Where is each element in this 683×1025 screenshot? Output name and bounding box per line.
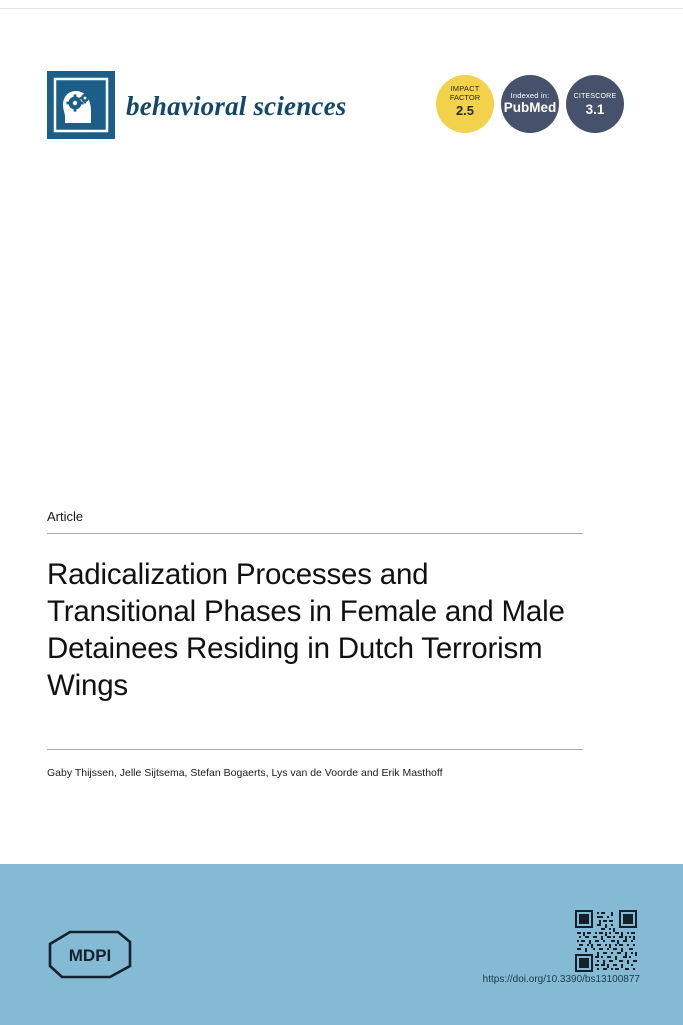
pubmed-label: Indexed in: xyxy=(510,91,550,100)
metric-badges xyxy=(436,75,636,145)
pubmed-value: PubMed xyxy=(503,100,557,115)
page-sheet xyxy=(0,8,683,1016)
impact-factor-line2: FACTOR xyxy=(449,93,481,102)
svg-text:MDPI: MDPI xyxy=(68,946,112,965)
mdpi-logo xyxy=(46,928,134,980)
impact-factor-line1: IMPACT xyxy=(450,84,480,93)
pubmed-badge xyxy=(501,75,559,133)
citescore-value: 3.1 xyxy=(585,102,605,117)
author-list: Gaby Thijssen, Jelle Sijtsema, Stefan Bogaerts, Lys van de Voorde and Erik Masthoff xyxy=(47,767,443,779)
impact-factor-value: 2.5 xyxy=(455,103,475,118)
title-divider-top xyxy=(47,533,583,534)
citescore-label: CITESCORE xyxy=(573,93,617,100)
head-with-gears-icon xyxy=(47,71,115,139)
journal-name: behavioral sciences xyxy=(126,91,347,121)
cover-footer xyxy=(0,864,683,1025)
article-type-label: Article xyxy=(47,509,84,524)
cover-header xyxy=(0,9,683,149)
page-title: Radicalization Processes and Transitional Phases in Female and Male Detainees Residing in Dutch Terrorism Wings xyxy=(47,558,565,702)
impact-factor-badge xyxy=(436,75,494,133)
citescore-badge xyxy=(566,75,624,133)
journal-logo xyxy=(47,71,115,139)
qr-code-icon xyxy=(575,910,637,972)
doi-link[interactable]: https://doi.org/10.3390/bs13100877 xyxy=(482,974,640,985)
article-block xyxy=(47,509,583,780)
title-divider-bottom xyxy=(47,749,583,750)
